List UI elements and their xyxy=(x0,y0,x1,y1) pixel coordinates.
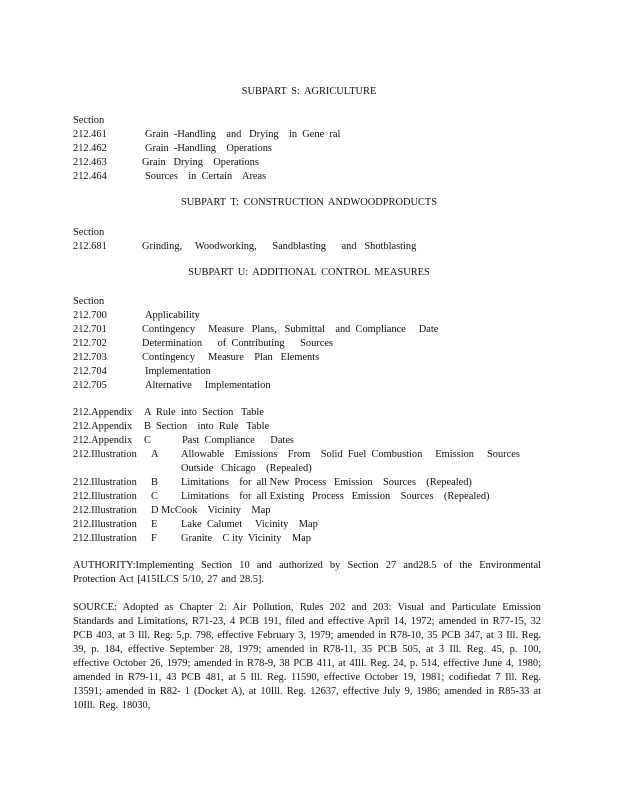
section-title: Alternative Implementation xyxy=(145,380,271,391)
appendix-number: 212.Appendix xyxy=(73,421,133,432)
section-number: 212.705 xyxy=(73,380,107,391)
section-number: 212.703 xyxy=(73,352,107,363)
section-title: Applicability xyxy=(145,310,200,321)
illustration-letter: C xyxy=(151,491,158,502)
illustration-letter: A xyxy=(151,449,159,460)
subpart-s-heading: SUBPART S: AGRICULTURE xyxy=(241,86,377,97)
illustration-number: 212.Illustration xyxy=(73,505,137,516)
section-title: Sources in Certain Areas xyxy=(145,171,267,182)
section-number: 212.464 xyxy=(73,171,107,182)
section-label: Section xyxy=(73,296,105,307)
section-title: Contingency Measure Plans, Submittal and Compliance Date xyxy=(142,324,439,335)
illustration-number: 212.Illustration xyxy=(73,449,137,460)
illustration-title-continued: Outside Chicago (Repealed) xyxy=(181,463,312,474)
illustration-title: McCook Vicinity Map xyxy=(161,505,271,516)
subpart-t-heading: SUBPART T: CONSTRUCTION ANDWOODPRODUCTS xyxy=(180,197,438,208)
section-number: 212.462 xyxy=(73,143,107,154)
section-number: 212.461 xyxy=(73,129,107,140)
subpart-u-heading: SUBPART U: ADDITIONAL CONTROL MEASURES xyxy=(188,267,430,278)
section-number: 212.700 xyxy=(73,310,107,321)
appendix-letter: A xyxy=(144,407,152,418)
illustration-title: Lake Calumet Vicinity Map xyxy=(181,519,318,530)
illustration-letter: B xyxy=(151,477,158,488)
appendix-letter: C xyxy=(144,435,151,446)
section-label: Section xyxy=(73,227,105,238)
illustration-letter: D xyxy=(151,505,159,516)
section-number: 212.702 xyxy=(73,338,107,349)
section-title: Grain Drying Operations xyxy=(142,157,259,168)
section-number: 212.704 xyxy=(73,366,107,377)
authority-note: AUTHORITY:Implementing Section 10 and authorized by Section 27 and28.5 of the Environmental Protection Act [415ILCS 5/10, 27 and 28.5]. xyxy=(73,560,541,585)
section-title: Grain -Handling and Drying in Gene ral xyxy=(145,129,341,140)
illustration-title: Limitations for all New Process Emission Sources (Repealed) xyxy=(181,477,472,488)
illustration-number: 212.Illustration xyxy=(73,477,137,488)
illustration-title: Granite C ity Vicinity Map xyxy=(181,533,311,544)
illustration-number: 212.Illustration xyxy=(73,519,137,530)
appendix-title: Section into Rule Table xyxy=(156,421,270,432)
section-number: 212.463 xyxy=(73,157,107,168)
illustration-title: Allowable Emissions From Solid Fuel Combustion Emission Sources xyxy=(181,449,520,460)
illustration-number: 212.Illustration xyxy=(73,533,137,544)
illustration-letter: F xyxy=(151,533,157,544)
section-title: Contingency Measure Plan Elements xyxy=(142,352,320,363)
illustration-letter: E xyxy=(151,519,158,530)
appendix-letter: B xyxy=(144,421,151,432)
source-note: SOURCE: Adopted as Chapter 2: Air Pollution, Rules 202 and 203: Visual and Particulate Emission Standards and Limitations, R71-23, 4 PCB 191, filed and effective April 14, 1972; amended in R77-15, 32 PCB 403, at 3 Ill. Reg. 5,p. 798, effective February 3, 1979; amended in R78-10, 35 PCB 347, at 3 Ill. Reg. 39, p. 184, effective September 28, 1979; amended in R78-11, 35 PCB 505, at 3 Ill. Reg. 45, p. 100, effective October 26, 1979; amended in R78-9, 38 PCB 411, at 4Ill. Reg. 24, p. 514, effective June 4, 1980; amended in R79-11, 43 PCB 481, at 5 Ill. Reg. 11590, effective October 19, 1981; codifiedat 7 Ill. Reg. 13591; amended in R82- 1 (Docket A), at 10Ill. Reg. 12637, effective July 9, 1986; amended in R85-33 at 10Ill. Reg. 18030, xyxy=(73,602,541,711)
section-number: 212.701 xyxy=(73,324,107,335)
appendix-number: 212.Appendix xyxy=(73,435,133,446)
illustration-title: Limitations for all Existing Process Emission Sources (Repealed) xyxy=(181,491,490,502)
illustration-number: 212.Illustration xyxy=(73,491,137,502)
section-label: Section xyxy=(73,115,105,126)
section-number: 212.681 xyxy=(73,241,107,252)
appendix-number: 212.Appendix xyxy=(73,407,133,418)
appendix-title: Past Compliance Dates xyxy=(182,435,294,446)
section-title: Implementation xyxy=(145,366,211,377)
section-title: Grinding, Woodworking, Sandblasting and Shotblasting xyxy=(142,241,417,252)
section-title: Determination of Contributing Sources xyxy=(142,338,334,349)
appendix-title: Rule into Section Table xyxy=(156,407,264,418)
section-title: Grain -Handling Operations xyxy=(145,143,272,154)
